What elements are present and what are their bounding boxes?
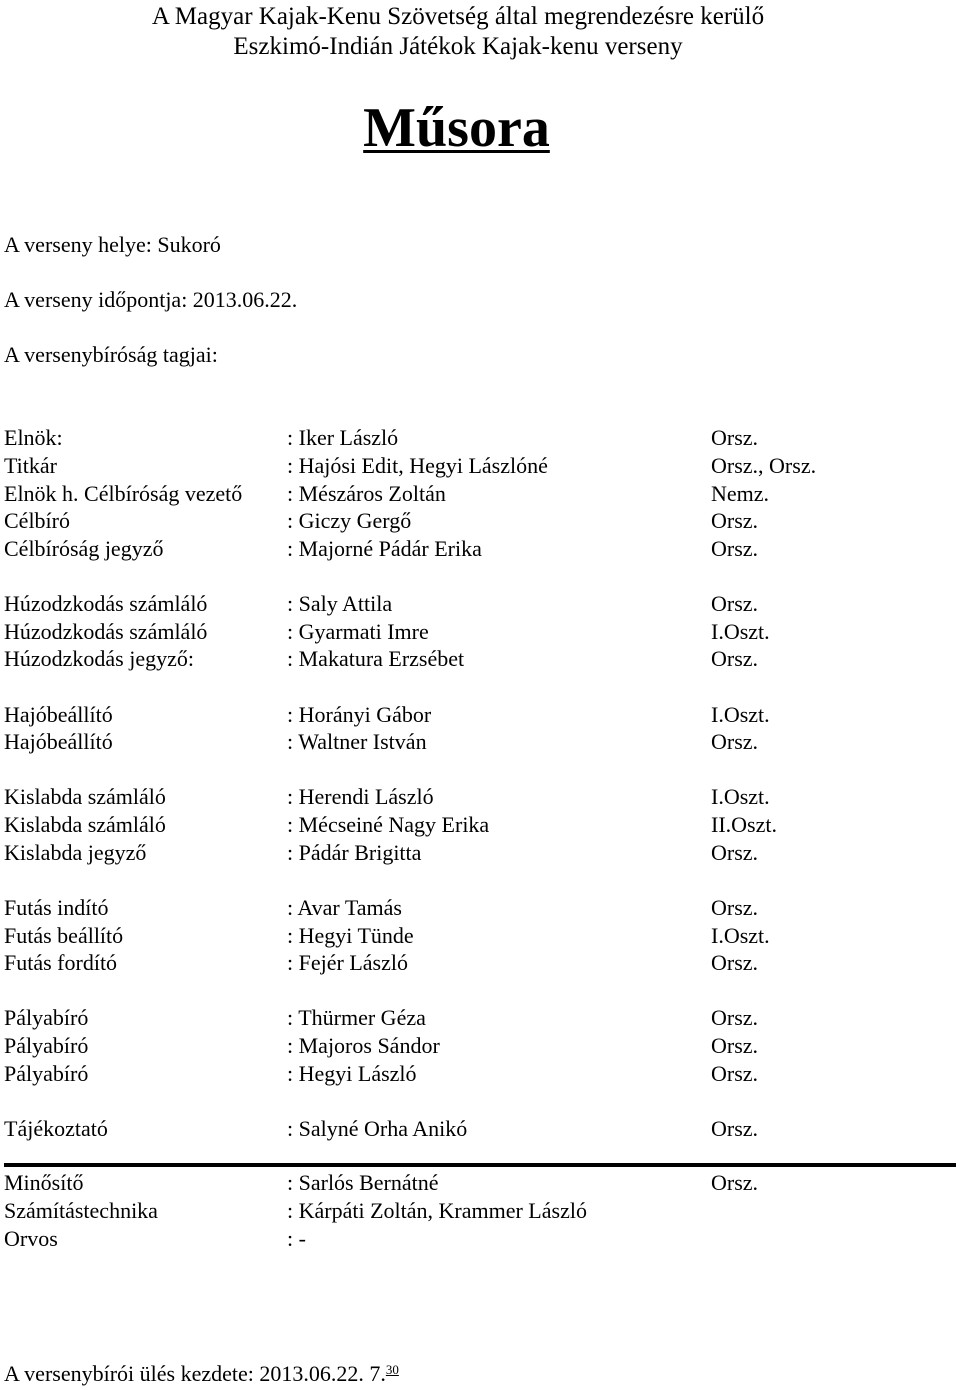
official-row [0, 1169, 960, 1197]
official-org: Orsz. [711, 508, 759, 533]
official-org: I.Oszt. [711, 619, 770, 644]
official-org: Orsz. [711, 1116, 759, 1141]
official-role: Kislabda jegyző [4, 840, 147, 865]
official-name: : Herendi László [287, 784, 434, 809]
official-name: : Waltner István [287, 729, 427, 754]
official-name: : Giczy Gergő [287, 508, 412, 533]
official-org: Orsz. [711, 895, 759, 920]
official-role: Futás beállító [4, 923, 124, 948]
header-line-1: A Magyar Kajak-Kenu Szövetség által megrendezésre kerülő [151, 3, 765, 30]
official-role: Húzodzkodás jegyző: [4, 646, 194, 671]
official-org: Orsz. [711, 1005, 759, 1030]
official-org: II.Oszt. [711, 812, 777, 837]
official-row [0, 922, 960, 950]
official-name: : Avar Tamás [287, 895, 402, 920]
official-row [0, 839, 960, 867]
official-name: : Mészáros Zoltán [287, 481, 446, 506]
official-name: : Thürmer Géza [287, 1005, 426, 1030]
official-name: : Sarlós Bernátné [287, 1170, 439, 1195]
official-row [0, 728, 960, 756]
header-line-2: Eszkimó-Indián Játékok Kajak-kenu verseny [233, 33, 683, 60]
official-role: Számítástechnika [4, 1198, 158, 1223]
official-row [0, 618, 960, 646]
official-row [0, 1197, 960, 1225]
official-name: : Saly Attila [287, 591, 393, 616]
official-org: Orsz. [711, 1061, 759, 1086]
official-org: Nemz. [711, 481, 770, 506]
page-title [0, 96, 913, 160]
race-place: A verseny helye: Sukoró [4, 232, 221, 257]
official-name: : Hajósi Edit, Hegyi Lászlóné [287, 453, 548, 478]
official-role: Húzodzkodás számláló [4, 619, 208, 644]
official-role: Futás fordító [4, 950, 118, 975]
official-org: Orsz. [711, 536, 759, 561]
page-title-text: Műsora [363, 97, 550, 159]
official-name: : - [287, 1226, 306, 1251]
official-row [0, 701, 960, 729]
official-org: Orsz. [711, 591, 759, 616]
race-date: A verseny időpontja: 2013.06.22. [4, 287, 298, 312]
official-org: Orsz. [711, 1170, 759, 1195]
official-row [0, 1032, 960, 1060]
official-row [0, 1115, 960, 1143]
official-row [0, 424, 960, 452]
official-name: : Hegyi Tünde [287, 923, 414, 948]
official-name: : Majorné Pádár Erika [287, 536, 482, 561]
official-org: Orsz. [711, 1033, 759, 1058]
official-org: I.Oszt. [711, 923, 770, 948]
official-role: Orvos [4, 1226, 58, 1251]
official-row [0, 811, 960, 839]
official-row [0, 1225, 960, 1253]
official-name: : Majoros Sándor [287, 1033, 440, 1058]
official-org: Orsz. [711, 729, 759, 754]
official-name: : Makatura Erzsébet [287, 646, 465, 671]
official-role: Elnök h. Célbíróság vezető [4, 481, 243, 506]
official-name: : Fejér László [287, 950, 408, 975]
official-row [0, 507, 960, 535]
official-row [0, 645, 960, 673]
jury-heading: A versenybíróság tagjai: [4, 342, 218, 367]
official-role: Kislabda számláló [4, 784, 166, 809]
official-name: : Mécseiné Nagy Erika [287, 812, 490, 837]
official-org: Orsz. [711, 646, 759, 671]
official-org: I.Oszt. [711, 702, 770, 727]
official-role: Pályabíró [4, 1005, 89, 1030]
official-role: Húzodzkodás számláló [4, 591, 208, 616]
official-role: Titkár [4, 453, 57, 478]
official-org: Orsz. [711, 840, 759, 865]
official-role: Kislabda számláló [4, 812, 166, 837]
official-row [0, 480, 960, 508]
jury-meeting-text: A versenybírói ülés kezdete: 2013.06.22. 7. [4, 1361, 386, 1386]
official-name: : Pádár Brigitta [287, 840, 422, 865]
official-org: Orsz. [711, 950, 759, 975]
official-name: : Iker László [287, 425, 399, 450]
official-name: : Hegyi László [287, 1061, 417, 1086]
official-role: Pályabíró [4, 1033, 89, 1058]
official-role: Pályabíró [4, 1061, 89, 1086]
official-row [0, 1060, 960, 1088]
official-name: : Salyné Orha Anikó [287, 1116, 468, 1141]
official-row [0, 1004, 960, 1032]
official-name: : Kárpáti Zoltán, Krammer László [287, 1198, 587, 1223]
official-role: Futás indító [4, 895, 109, 920]
official-name: : Gyarmati Imre [287, 619, 429, 644]
official-org: I.Oszt. [711, 784, 770, 809]
horizontal-rule [4, 1163, 956, 1167]
official-role: Tájékoztató [4, 1116, 108, 1141]
official-row [0, 783, 960, 811]
official-row [0, 894, 960, 922]
official-row [0, 452, 960, 480]
official-name: : Horányi Gábor [287, 702, 432, 727]
official-row [0, 949, 960, 977]
official-row [0, 535, 960, 563]
official-role: Minősítő [4, 1170, 84, 1195]
official-role: Hajóbeállító [4, 702, 113, 727]
official-org: Orsz., Orsz. [711, 453, 817, 478]
official-role: Célbíróság jegyző [4, 536, 164, 561]
official-role: Hajóbeállító [4, 729, 113, 754]
official-role: Célbíró [4, 508, 70, 533]
jury-meeting-minutes: 30 [385, 1362, 399, 1377]
jury-meeting-start [4, 1360, 399, 1388]
official-org: Orsz. [711, 425, 759, 450]
official-row [0, 590, 960, 618]
official-role: Elnök: [4, 425, 63, 450]
